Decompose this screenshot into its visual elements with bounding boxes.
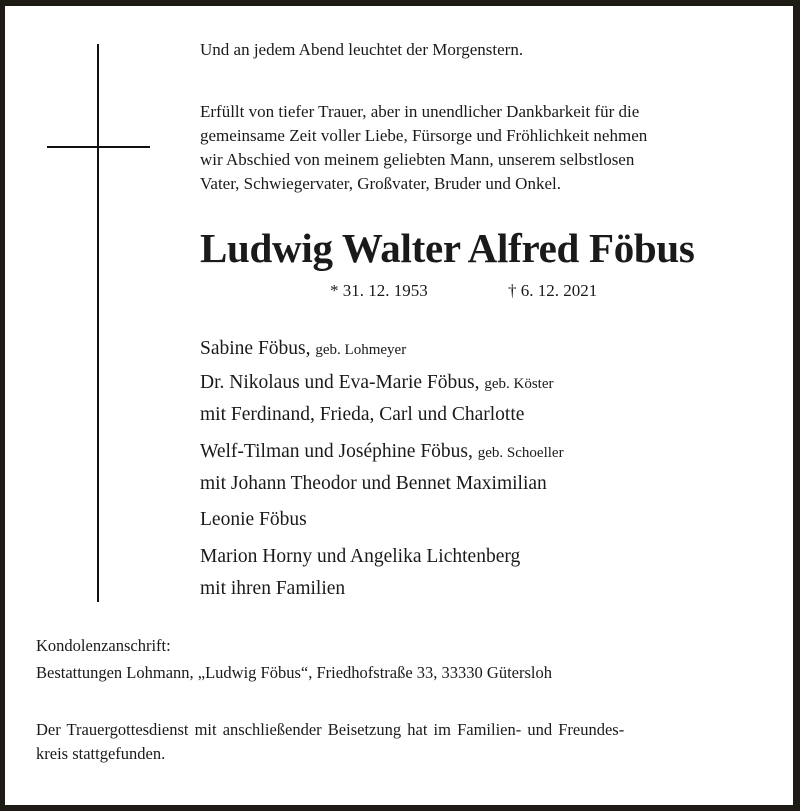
- intro-line: gemeinsame Zeit voller Liebe, Fürsorge und Fröhlichkeit nehmen: [200, 126, 648, 145]
- mourner-3-children: mit Johann Theodor und Bennet Maximilian: [200, 473, 547, 494]
- intro-line: wir Abschied von meinem geliebten Mann, unserem selbstlosen: [200, 150, 635, 169]
- quote: Und an jedem Abend leuchtet der Morgenstern.: [200, 40, 524, 59]
- mourner-2-children: mit Ferdinand, Frieda, Carl und Charlotte: [200, 404, 525, 425]
- service-line: Der Trauergottesdienst mit anschließender Beisetzung hat im Familien- und Freundes-: [36, 720, 625, 739]
- mourner-name: Sabine Föbus,: [200, 338, 311, 359]
- cross-icon-vertical: [97, 44, 99, 602]
- mourner-5: Marion Horny und Angelika Lichtenberg: [200, 546, 521, 567]
- mourner-3: [200, 436, 564, 469]
- intro-line: Vater, Schwiegervater, Großvater, Bruder und Onkel.: [200, 174, 561, 193]
- intro-line: Erfüllt von tiefer Trauer, aber in unendlicher Dankbarkeit für die: [200, 102, 640, 121]
- mourner-name: Dr. Nikolaus und Eva-Marie Föbus,: [200, 372, 480, 393]
- maiden-name: geb. Schoeller: [477, 445, 564, 461]
- birth-date: * 31. 12. 1953: [330, 281, 428, 300]
- mourner-2: [200, 367, 554, 400]
- maiden-name: geb. Köster: [484, 376, 554, 392]
- mourner-name: Welf-Tilman und Joséphine Föbus,: [200, 441, 473, 462]
- cross-icon-horizontal: [47, 146, 150, 148]
- condolence-label: Kondolenzanschrift:: [36, 636, 171, 655]
- obituary-notice: [5, 6, 793, 805]
- service-line: kreis stattgefunden.: [36, 744, 166, 763]
- mourner-4: Leonie Föbus: [200, 509, 307, 530]
- death-date: † 6. 12. 2021: [508, 281, 598, 300]
- mourner-1: [200, 333, 406, 366]
- condolence-address: Bestattungen Lohmann, „Ludwig Föbus“, Friedhofstraße 33, 33330 Gütersloh: [36, 663, 553, 682]
- mourner-5-families: mit ihren Familien: [200, 578, 346, 599]
- maiden-name: geb. Lohmeyer: [315, 342, 407, 358]
- deceased-name: Ludwig Walter Alfred Föbus: [200, 225, 695, 271]
